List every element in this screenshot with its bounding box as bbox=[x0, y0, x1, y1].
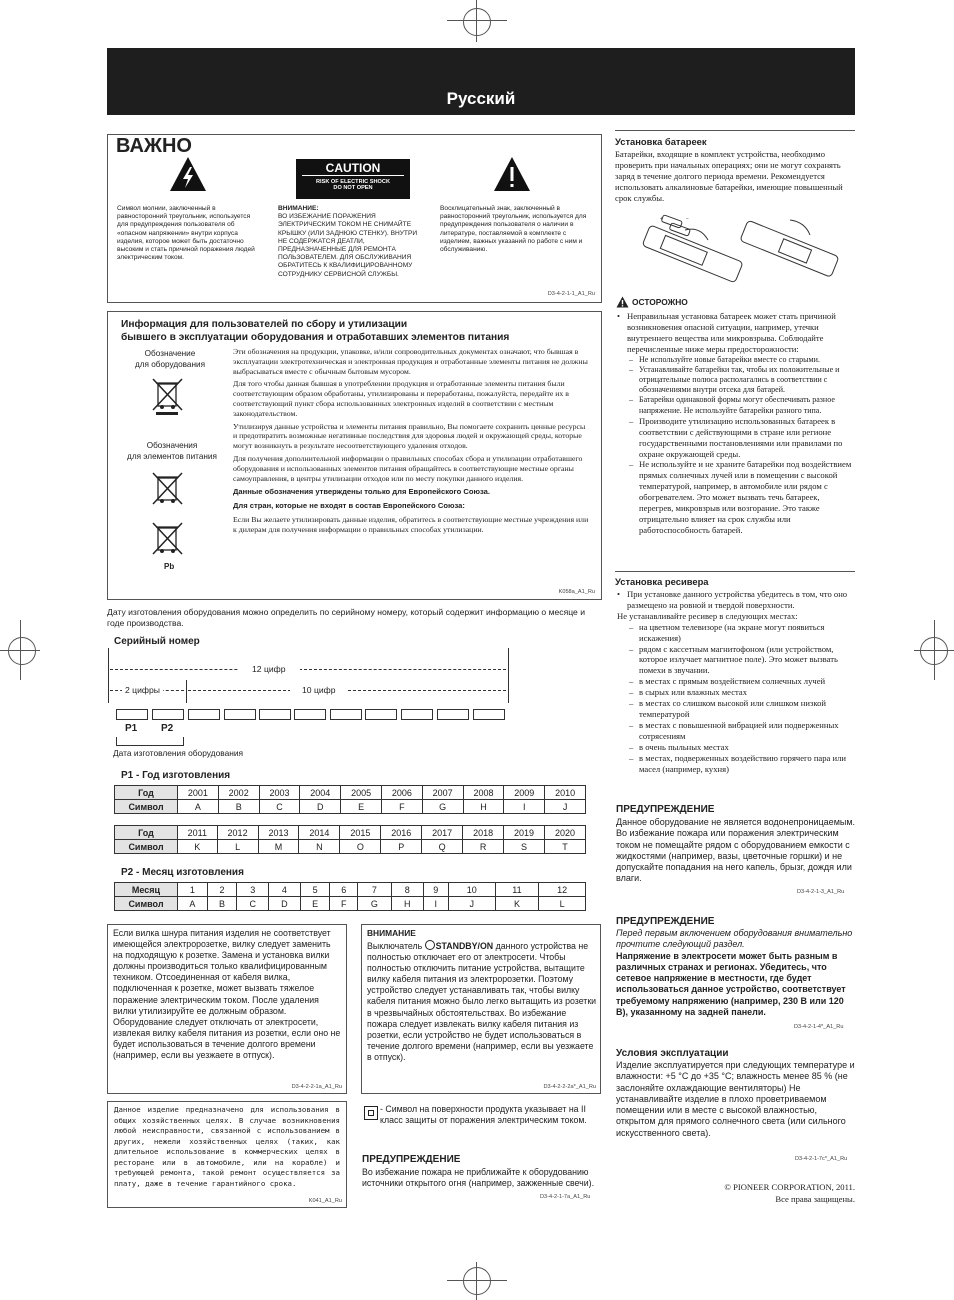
battery-caution-title: ОСТОРОЖНО bbox=[632, 297, 688, 307]
weee-p1: Эти обозначения на продукции, упаковке, и/или сопроводительных документах означают, что бывшая в эксплуатации электротехническая и электронная продукция и отработанные элементы питания не должны выбрасываться вместе с обычным бытовым мусором. bbox=[233, 347, 588, 376]
symbol-cell: K bbox=[178, 840, 218, 854]
warning2-body bbox=[616, 928, 856, 1018]
conditions-text: Изделие эксплуатируется при следующих температуре и влажности: +5 °C до +35 °C; влажность менее 85 % (не заслоняйте охлаждающие вентиляторы) Не устанавливайте изделие в плохо проветриваемом помещении или в месте с высокой влажностью, открытом для прямого солнечного света (или сильного искусственного света). bbox=[616, 1060, 855, 1138]
year-cell: 2017 bbox=[422, 826, 463, 840]
symbol-header: Символ bbox=[115, 840, 178, 854]
year-cell: 2015 bbox=[340, 826, 381, 840]
weee-p3: Утилизируя данные устройства и элементы питания правильно, Вы помогаете сохранить ценные ресурсы и предотвратить возможные негативные последствия для здоровья людей и окружающей среды, которые могут возникнуть в результате несоответствующего удаления отходов. bbox=[233, 421, 586, 451]
year-header: Год bbox=[115, 826, 178, 840]
conditions-code: D3-4-2-1-7c*_A1_Ru bbox=[795, 1156, 848, 1162]
year-table-1 bbox=[114, 785, 586, 814]
symbol-cell: J bbox=[449, 897, 496, 911]
symbol-cell: C bbox=[259, 800, 300, 814]
month-cell: 7 bbox=[357, 883, 391, 897]
battery-item: – Производите утилизацию использованных батареек в соответствии с действующими в стране или регионе государственными постановлениями или правилами по охране окружающей среды. bbox=[629, 416, 855, 460]
symbol-cell: D bbox=[269, 897, 301, 911]
year-header: Год bbox=[115, 786, 178, 800]
attention-body: данного устройства не полностью отключает его от электросети. Чтобы полностью отключить питание устройства, вытащите вилку кабеля питания из электророзетки. Поэтому устройство следует устанавливать так, чтобы вилку кабеля питания можно было легко вытащить из розетки в чрезвычайных обстоятельствах. Во избежание пожара следует извлекать вилку кабеля питания из розетки, если устройство не будет использоваться в течение долгого времени (например, если вы уезжаете в отпуск). bbox=[367, 941, 597, 1062]
serial-box bbox=[224, 709, 256, 720]
caution-triangle-icon bbox=[616, 296, 629, 308]
svg-text:+: + bbox=[660, 216, 663, 222]
weee-p4: Для получения дополнительной информации о правильных способах сбора и утилизации отработавшего оборудования и использованных элементов питания обращайтесь в соответствующие местные органы самоуправления, в центры утилизации отходов или по месту покупки данного изделия. bbox=[233, 453, 583, 483]
bracket-line bbox=[508, 648, 509, 703]
footer bbox=[600, 1181, 855, 1205]
receiver-item: – в сырых или влажных местах bbox=[629, 687, 855, 698]
year-cell: 2002 bbox=[218, 786, 259, 800]
month-table bbox=[114, 882, 586, 911]
pb-label: Pb bbox=[164, 562, 175, 571]
symbol-cell: F bbox=[330, 897, 357, 911]
remote-battery-illustration bbox=[640, 210, 840, 288]
warning1-text: Данное оборудование не является водонепроницаемым. Во избежание пожара или поражения электрическим током не помещайте рядом с оборудованием емкости с жидкостями (например, вазы, цветочные горшки) и не допускайте попадания на него капель, брызг, дождя или влаги. bbox=[616, 817, 856, 884]
weee-box bbox=[107, 311, 602, 600]
language-banner bbox=[107, 48, 855, 115]
weee-p2: Для того чтобы данная бывшая в употреблении продукция и отработанные элементы питания были соответствующим образом обработаны, утилизированы и переработаны, пожалуйста, передайте их в соответствующий пункт сбора использованных электронных изделий в соответствии с местным законодательством. bbox=[233, 379, 569, 418]
month-cell: 4 bbox=[269, 883, 301, 897]
receiver-item: – в местах с повышенной вибрацией или подверженных сотрясениям bbox=[629, 720, 855, 742]
symbol-cell: J bbox=[545, 800, 586, 814]
month-cell: 2 bbox=[207, 883, 237, 897]
serial-box bbox=[437, 709, 469, 720]
banner-title: Русский bbox=[446, 89, 516, 108]
attention-pre: Выключатель bbox=[367, 941, 425, 951]
year-cell: 2018 bbox=[463, 826, 504, 840]
weee-p5: Если Вы желаете утилизировать данные изделия, обратитесь в соответствующие местные учреждения или к дилерам для получения информации о правильных способах утилизации. bbox=[233, 514, 589, 534]
month-cell: 10 bbox=[449, 883, 496, 897]
attention-text bbox=[367, 940, 597, 1063]
symbol-cell: A bbox=[178, 897, 208, 911]
weee-text bbox=[233, 347, 591, 535]
batteries-label-1: Обозначения bbox=[146, 441, 198, 450]
serial-heading: Серийный номер bbox=[114, 636, 200, 647]
warning2-italic: Перед первым включением оборудования внимательно прочтите следующий раздел. bbox=[616, 928, 853, 950]
divider bbox=[615, 130, 855, 131]
serial-box bbox=[365, 709, 397, 720]
symbol-cell: B bbox=[218, 800, 259, 814]
bracket-line bbox=[186, 680, 187, 703]
important-heading: ВАЖНО bbox=[116, 135, 192, 157]
symbol-cell: Q bbox=[422, 840, 463, 854]
receiver-item: – в местах с прямым воздействием солнечных лучей bbox=[629, 676, 855, 687]
year-cell: 2007 bbox=[422, 786, 463, 800]
symbol-cell: B bbox=[207, 897, 237, 911]
symbol-cell: H bbox=[463, 800, 504, 814]
year-cell: 2005 bbox=[341, 786, 382, 800]
year-cell: 2010 bbox=[545, 786, 586, 800]
symbol-cell: S bbox=[504, 840, 545, 854]
batteries-label bbox=[114, 440, 230, 462]
copyright: © PIONEER CORPORATION, 2011. bbox=[724, 1182, 855, 1192]
crossed-bin-icon bbox=[150, 376, 186, 416]
plug-code: D3-4-2-2-1a_A1_Ru bbox=[291, 1084, 342, 1090]
caution-word: CAUTION bbox=[302, 161, 404, 176]
dim-12 bbox=[110, 669, 506, 670]
center-title: ВНИМАНИЕ: bbox=[278, 205, 319, 212]
weee-b1: Данные обозначения утверждены только для Европейского Союза. bbox=[233, 487, 490, 497]
symbol-cell: I bbox=[504, 800, 545, 814]
attention-box bbox=[361, 924, 601, 1094]
receiver-heading: Установка ресивера bbox=[615, 576, 709, 587]
caution-sub2: DO NOT OPEN bbox=[333, 185, 373, 191]
symbol-header: Символ bbox=[115, 897, 178, 911]
conditions-title: Условия эксплуатации bbox=[616, 1048, 729, 1059]
svg-text:−: − bbox=[686, 216, 689, 222]
serial-box bbox=[259, 709, 291, 720]
weee-title-2: бывшего в эксплуатации оборудования и отработавших элементов питания bbox=[121, 332, 510, 343]
warning2-bold: Напряжение в электросети может быть разным в различных странах и регионах. Убедитесь, что сетевое напряжение в местности, где будет использоваться данное устройство, соответствует требуемому напряжению (например, 230 В или 120 В), указанному на задней панели. bbox=[616, 950, 846, 1018]
fire-warning-text: Во избежание пожара не приближайте к оборудованию источники открытого огня (например, зажженные свечи). bbox=[362, 1167, 595, 1189]
attention-title: ВНИМАНИЕ bbox=[367, 928, 416, 938]
attention-code: D3-4-2-2-2a*_A1_Ru bbox=[543, 1084, 596, 1090]
symbol-header: Символ bbox=[115, 800, 178, 814]
symbol-cell: N bbox=[299, 840, 340, 854]
year-table-2 bbox=[114, 825, 586, 854]
label-12-digits: 12 цифр bbox=[238, 664, 300, 674]
year-cell: 2016 bbox=[381, 826, 422, 840]
year-cell: 2012 bbox=[217, 826, 258, 840]
symbol-cell: R bbox=[463, 840, 504, 854]
year-cell: 2001 bbox=[178, 786, 219, 800]
month-cell: 6 bbox=[330, 883, 357, 897]
power-icon bbox=[425, 940, 435, 950]
serial-box bbox=[473, 709, 505, 720]
battery-caution-body bbox=[617, 311, 855, 536]
center-text: ВО ИЗБЕЖАНИЕ ПОРАЖЕНИЯ ЭЛЕКТРИЧЕСКИМ ТОКОМ НЕ СНИМАЙТЕ КРЫШКУ (ИЛИ ЗАДНЮЮ СТЕНКУ). ВНУТРИ НЕ СОДЕРЖАТСЯ ДЕАТЛИ, ПРЕДНАЗНАЧЕННЫЕ ДЛЯ РЕМОНТА ПОЛЬЗОВАТЕЛЕМ. ДЛЯ ОБСЛУЖИВАНИЯ ОБРАТИТЕСЬ К КВАЛИФИЦИРОВАННОМУ СОТРУДНИКУ СЕРВИСНОЙ СЛУЖБЫ. bbox=[278, 213, 418, 278]
crossed-bin-icon bbox=[150, 470, 186, 510]
plug-text: Если вилка шнура питания изделия не соответствует имеющейся электророзетке, вилку следует заменить на подходящую к розетке. Замена и установка вилки должны производиться только квалифицированным техником. Отсоединенная от кабеля вилка, подключенная к розетке, может вызвать тяжелое поражение электрическим током. После удаления вилки утилизируйте ее должным образом. Оборудование следует отключать от электросети, извлекая вилку кабеля питания из розетки, если оно не будет использоваться в течение долгого времени (например, если вы уезжаете в отпуск). bbox=[113, 928, 341, 1061]
month-cell: 5 bbox=[300, 883, 330, 897]
exclamation-warning-icon bbox=[492, 155, 532, 193]
month-cell: 1 bbox=[178, 883, 208, 897]
year-cell: 2019 bbox=[504, 826, 545, 840]
important-box bbox=[107, 134, 602, 303]
crossed-bin-icon bbox=[150, 520, 186, 560]
year-cell: 2009 bbox=[504, 786, 545, 800]
symbol-cell: L bbox=[539, 897, 586, 911]
month-cell: 3 bbox=[237, 883, 269, 897]
year-cell: 2011 bbox=[178, 826, 218, 840]
year-cell: 2020 bbox=[544, 826, 585, 840]
registration-mark bbox=[463, 1267, 491, 1295]
receiver-item: – рядом с кассетным магнитофоном (или устройством, которое излучает магнитное поле). Это может вызвать помехи в звучании. bbox=[629, 644, 855, 677]
equipment-label bbox=[120, 348, 220, 370]
serial-box-p1 bbox=[116, 709, 148, 720]
batteries-text: Батарейки, входящие в комплект устройства, необходимо проверить при начальных операциях; они не могут сохранять заряд в течение долгого периода времени. Рекомендуется использовать алкалиновые батарейки, имеющие повышенный срок службы. bbox=[615, 149, 843, 203]
receiver-bullet: • При установке данного устройства убедитесь в том, что оно размещено на ровной и твердой поверхности. bbox=[617, 589, 855, 611]
rights: Все права защищены. bbox=[775, 1194, 855, 1204]
equipment-label-2: для оборудования bbox=[134, 360, 205, 369]
weee-code: K058a_A1_Ru bbox=[558, 589, 595, 595]
symbol-cell: I bbox=[423, 897, 448, 911]
receiver-item: – на цветном телевизоре (на экране могут появиться искажения) bbox=[629, 622, 855, 644]
plug-box bbox=[107, 924, 347, 1094]
month-cell: 11 bbox=[495, 883, 539, 897]
symbol-cell: G bbox=[357, 897, 391, 911]
exclamation-description: Восклицательный знак, заключенный в равносторонний треугольник, используется для предупреждения пользователя о наличии в литературе, поставляемой в комплекте с изделием, важных указаний по работе с ним и обслуживанию. bbox=[440, 205, 587, 254]
serial-box-p2 bbox=[152, 709, 184, 720]
battery-lead: • Неправильная установка батареек может стать причиной возникновения опасной ситуации, например, утечки внутреннего вещества или микровзрыва. Соблюдайте перечисленные ниже меры предосторожности: bbox=[617, 311, 855, 355]
bracket-line bbox=[108, 648, 109, 703]
symbol-cell: D bbox=[300, 800, 341, 814]
symbol-cell: K bbox=[495, 897, 539, 911]
registration-mark bbox=[463, 8, 491, 36]
symbol-cell: M bbox=[258, 840, 299, 854]
year-cell: 2004 bbox=[300, 786, 341, 800]
symbol-cell: F bbox=[381, 800, 422, 814]
symbol-cell: E bbox=[300, 897, 330, 911]
serial-box bbox=[330, 709, 362, 720]
receiver-item: – в местах со слишком высокой или слишком низкой температурой bbox=[629, 698, 855, 720]
year-cell: 2014 bbox=[299, 826, 340, 840]
household-code: K041_A1_Ru bbox=[308, 1198, 342, 1204]
fire-warning-code: D3-4-2-1-7a_A1_Ru bbox=[540, 1194, 591, 1200]
month-cell: 9 bbox=[423, 883, 448, 897]
important-code: D3-4-2-1-1_A1_Ru bbox=[547, 291, 595, 297]
registration-mark bbox=[8, 637, 36, 665]
receiver-item: – в местах, подверженных воздействию горячего пара или масел (например, кухня) bbox=[629, 753, 855, 775]
weee-title-1: Информация для пользователей по сбору и утилизации bbox=[121, 319, 408, 330]
label-10-digits: 10 цифр bbox=[290, 685, 348, 695]
symbol-cell: C bbox=[237, 897, 269, 911]
serial-box bbox=[401, 709, 433, 720]
lightning-warning-icon bbox=[168, 155, 208, 193]
battery-item: – Не используйте новые батарейки вместе со старыми. bbox=[629, 355, 855, 365]
year-cell: 2008 bbox=[463, 786, 504, 800]
household-text: Данное изделие предназначено для использования в общих хозяйственных целях. В случае возникновения любой неисправности, связанной с использованием в других, нежели хозяйственных целях (таких, как длительное использование в коммерческих целях в ресторане или в автомобиле, или на корабле) и требующей ремонта, такой ремонт осуществляется за плату, даже в течение гарантийного срока. bbox=[114, 1105, 340, 1188]
class2-text: - Символ на поверхности продукта указывает на II класс защиты от поражения электрическим током. bbox=[380, 1104, 587, 1126]
caution-label bbox=[296, 159, 410, 199]
equipment-label-1: Обозначение bbox=[144, 349, 196, 358]
p2-marker: P2 bbox=[161, 723, 174, 734]
month-cell: 12 bbox=[539, 883, 586, 897]
warning2-title: ПРЕДУПРЕЖДЕНИЕ bbox=[616, 916, 715, 927]
symbol-cell: O bbox=[340, 840, 381, 854]
month-header: Месяц bbox=[115, 883, 178, 897]
symbol-cell: G bbox=[422, 800, 463, 814]
warning2-code: D3-4-2-1-4*_A1_Ru bbox=[794, 1024, 844, 1030]
month-cell: 8 bbox=[391, 883, 423, 897]
label-2-digits: 2 цифры bbox=[122, 685, 163, 695]
serial-box bbox=[294, 709, 326, 720]
divider bbox=[615, 571, 855, 572]
weee-b2: Для стран, которые не входят в состав Европейского Союза: bbox=[233, 501, 465, 511]
date-bracket bbox=[116, 737, 184, 746]
serial-intro: Дату изготовления оборудования можно определить по серийному номеру, который содержит информацию о месяце и годе производства. bbox=[107, 607, 586, 628]
year-cell: 2003 bbox=[259, 786, 300, 800]
p1-marker: P1 bbox=[125, 723, 138, 734]
standby-label: STANDBY/ON bbox=[435, 941, 494, 951]
p2-heading: P2 - Месяц изготовления bbox=[121, 867, 244, 878]
warning1-code: D3-4-2-1-3_A1_Ru bbox=[797, 889, 845, 895]
year-cell: 2013 bbox=[258, 826, 299, 840]
batteries-heading: Установка батареек bbox=[615, 136, 707, 147]
registration-mark bbox=[920, 637, 948, 665]
class2-icon bbox=[364, 1106, 378, 1120]
household-box bbox=[107, 1101, 347, 1208]
fire-warning-title: ПРЕДУПРЕЖДЕНИЕ bbox=[362, 1154, 461, 1165]
receiver-body bbox=[617, 589, 855, 774]
date-label: Дата изготовления оборудования bbox=[113, 748, 244, 758]
battery-item: – Устанавливайте батарейки так, чтобы их положительные и отрицательные полюса располагались в соответствии с обозначениями внутри отсека для батарей. bbox=[629, 365, 855, 396]
serial-box bbox=[188, 709, 220, 720]
symbol-cell: P bbox=[381, 840, 422, 854]
batteries-label-2: для элементов питания bbox=[127, 452, 217, 461]
battery-item: – Не используйте и не храните батарейки под воздействием прямых солнечных лучей или в помещении с высокой температурой, например, в автомобиле или рядом с обогревателем. Это может вызвать течь батареек, перегрев, микровзрыв или возгорание. Это также отрицательно влияет на срок службы или работоспособность батарей. bbox=[629, 459, 855, 535]
receiver-item: – в очень пыльных местах bbox=[629, 742, 855, 753]
year-cell: 2006 bbox=[381, 786, 422, 800]
receiver-lead: Не устанавливайте ресивер в следующих местах: bbox=[617, 610, 798, 621]
warning1-title: ПРЕДУПРЕЖДЕНИЕ bbox=[616, 804, 715, 815]
symbol-cell: A bbox=[178, 800, 219, 814]
battery-item: – Батарейки одинаковой формы могут обеспечивать разное напряжение. Не используйте батарейки разного типа. bbox=[629, 395, 855, 415]
symbol-cell: L bbox=[217, 840, 258, 854]
symbol-cell: H bbox=[391, 897, 423, 911]
lightning-description: Символ молнии, заключенный в равносторонний треугольник, используется для предупреждения пользователя об «опасном напряжении» внутри корпуса изделия, которое может быть достаточно высоким и стать причиной поражения людей электрическим током. bbox=[117, 205, 255, 262]
caution-sub1: RISK OF ELECTRIC SHOCK bbox=[316, 179, 390, 185]
p1-heading: P1 - Год изготовления bbox=[121, 770, 231, 781]
symbol-cell: E bbox=[341, 800, 382, 814]
symbol-cell: T bbox=[544, 840, 585, 854]
